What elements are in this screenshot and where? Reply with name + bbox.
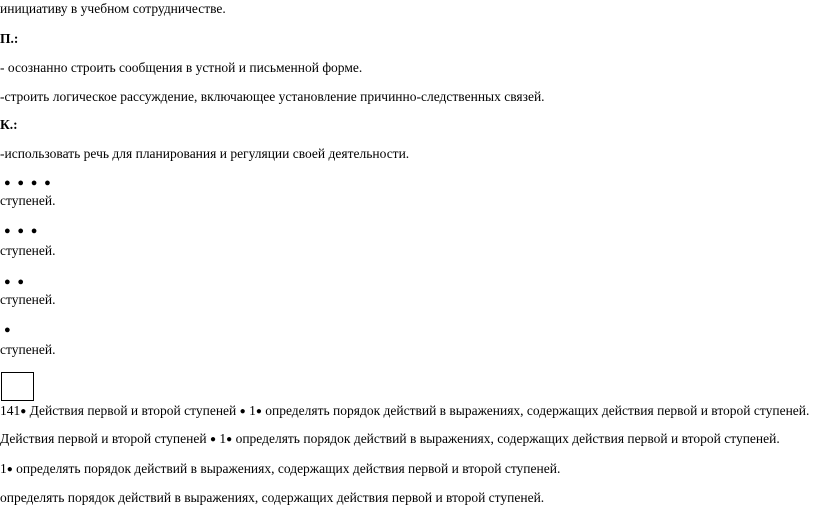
- text-steps-b: ступеней.: [0, 243, 56, 258]
- bullet-icon: ●: [226, 434, 233, 445]
- heading-p: П.:: [0, 31, 19, 46]
- empty-box: [1, 372, 34, 401]
- text-row-1: [0, 403, 809, 421]
- bullet-icon: ●: [239, 406, 246, 417]
- heading-k: К.:: [0, 117, 18, 132]
- text-steps-a: ступеней.: [0, 193, 56, 208]
- text-steps-d: ступеней.: [0, 342, 56, 357]
- text-line-p1: - осознанно строить сообщения в устной и письменной форме.: [0, 60, 363, 75]
- text-line-k1: -использовать речь для планирования и регуляции своей деятельности.: [0, 146, 410, 161]
- row1-title: Действия первой и второй ступеней: [29, 403, 237, 418]
- text-line-p2: -строить логическое рассуждение, включающее установление причинно-следственных связей.: [0, 89, 545, 104]
- bullet-dots-two: ● ●: [4, 276, 27, 288]
- row3-text: определять порядок действий в выражениях, содержащих действия первой и второй ступеней.: [16, 461, 561, 476]
- row2-text: определять порядок действий в выражениях, содержащих действия первой и второй ступеней.: [235, 431, 780, 446]
- text-line-initiative: инициативу в учебном сотрудничестве.: [0, 1, 226, 16]
- row1-text: определять порядок действий в выражениях, содержащих действия первой и второй ступеней.: [265, 403, 810, 418]
- row3-number: 1: [0, 461, 7, 476]
- text-row-2: [0, 431, 780, 449]
- row2-title: Действия первой и второй ступеней: [0, 431, 207, 446]
- text-row-4: определять порядок действий в выражениях, содержащих действия первой и второй ступеней.: [0, 490, 545, 505]
- bullet-icon: ●: [20, 406, 27, 417]
- bullet-icon: ●: [255, 406, 262, 417]
- bullet-dots-three: ● ● ●: [4, 225, 40, 237]
- row1-number-2: 1: [249, 403, 256, 418]
- bullet-dots-four: ● ● ● ●: [4, 177, 53, 189]
- bullet-dots-one: ●: [4, 324, 13, 336]
- text-steps-c: ступеней.: [0, 292, 56, 307]
- row2-number: 1: [219, 431, 227, 446]
- text-row-3: [0, 461, 560, 479]
- bullet-icon: ●: [6, 464, 13, 475]
- row1-number: 141: [0, 403, 21, 418]
- bullet-icon: ●: [209, 434, 217, 445]
